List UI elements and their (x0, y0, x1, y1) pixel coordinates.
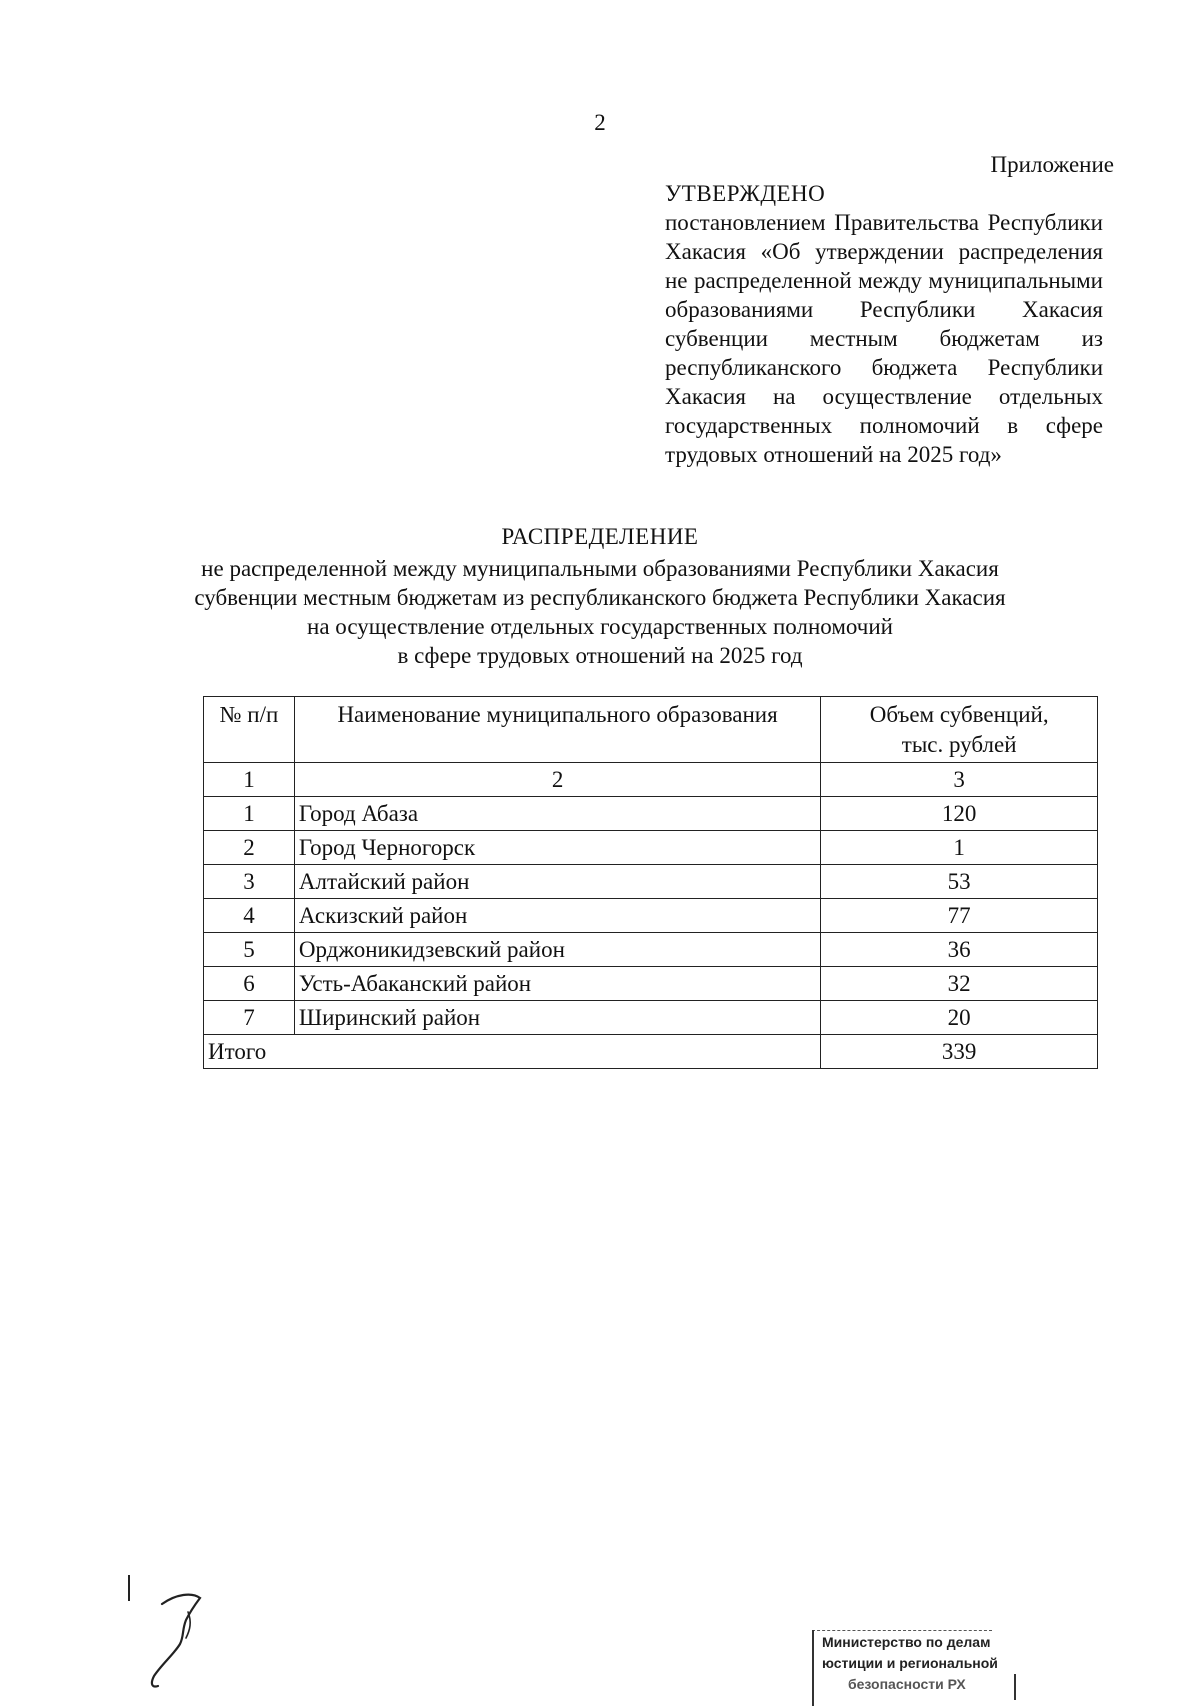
approval-block (665, 180, 1103, 469)
table-row (204, 797, 1098, 831)
table-row (204, 831, 1098, 865)
approval-title: УТВЕРЖДЕНО (665, 181, 826, 206)
total-label: Итого (204, 1035, 821, 1069)
row-name: Орджоникидзевский район (294, 933, 820, 967)
table-row (204, 933, 1098, 967)
table-header-row (204, 697, 1098, 763)
subtitle-line: субвенции местным бюджетам из республиканского бюджета Республики Хакасия (194, 585, 1006, 610)
header-volume-line: Объем субвенций, (869, 702, 1049, 727)
subtitle-line: на осуществление отдельных государственных полномочий (307, 614, 893, 639)
row-num: 4 (204, 899, 295, 933)
document-title: РАСПРЕДЕЛЕНИЕ (501, 524, 699, 549)
total-value: 339 (821, 1035, 1098, 1069)
header-volume-line: тыс. рублей (901, 732, 1017, 757)
stamp-line: безопасности РХ (848, 1676, 966, 1692)
stamp-border (1014, 1674, 1016, 1700)
table-row (204, 1001, 1098, 1035)
ministry-stamp (812, 1626, 1022, 1706)
row-volume: 32 (821, 967, 1098, 1001)
row-name: Алтайский район (294, 865, 820, 899)
stamp-line: Министерство по делам (822, 1634, 991, 1650)
stamp-border (812, 1630, 814, 1706)
row-num: 1 (204, 797, 295, 831)
total-row (204, 1035, 1098, 1069)
approval-text: постановлением Правительства Республики Хакасия «Об утверждении распределения не распределенной между муниципальными образованиями Республики Хакасия субвенции местным бюджетам из республиканского бюджета Республики Хакасия на осуществление отдельных государственных полномочий в сфере трудовых отношений на 2025 год» (665, 210, 1103, 467)
row-volume: 53 (821, 865, 1098, 899)
row-name: Аскизский район (294, 899, 820, 933)
row-name: Город Черногорск (294, 831, 820, 865)
column-number: 2 (294, 763, 820, 797)
table-row (204, 899, 1098, 933)
header-name: Наименование муниципального образования (294, 697, 820, 763)
subtitle-line: не распределенной между муниципальными образованиями Республики Хакасия (201, 556, 999, 581)
column-number-row (204, 763, 1098, 797)
row-num: 5 (204, 933, 295, 967)
table-row (204, 865, 1098, 899)
row-volume: 77 (821, 899, 1098, 933)
document-subtitle (150, 554, 1050, 670)
row-num: 6 (204, 967, 295, 1001)
row-num: 7 (204, 1001, 295, 1035)
appendix-label: Приложение (990, 152, 1114, 177)
row-volume: 20 (821, 1001, 1098, 1035)
margin-mark (128, 1575, 130, 1601)
row-num: 3 (204, 865, 295, 899)
subtitle-line: в сфере трудовых отношений на 2025 год (397, 643, 803, 668)
row-volume: 36 (821, 933, 1098, 967)
distribution-table (203, 696, 1098, 1069)
header-num: № п/п (204, 697, 295, 763)
row-name: Усть-Абаканский район (294, 967, 820, 1001)
column-number: 3 (821, 763, 1098, 797)
row-num: 2 (204, 831, 295, 865)
stamp-line: юстиции и региональной (822, 1655, 998, 1671)
handwritten-signature (140, 1582, 220, 1692)
table-row (204, 967, 1098, 1001)
row-volume: 120 (821, 797, 1098, 831)
header-volume (821, 697, 1098, 763)
row-name: Ширинский район (294, 1001, 820, 1035)
row-name: Город Абаза (294, 797, 820, 831)
row-volume: 1 (821, 831, 1098, 865)
page-number: 2 (594, 110, 606, 135)
column-number: 1 (204, 763, 295, 797)
stamp-border (812, 1630, 992, 1631)
